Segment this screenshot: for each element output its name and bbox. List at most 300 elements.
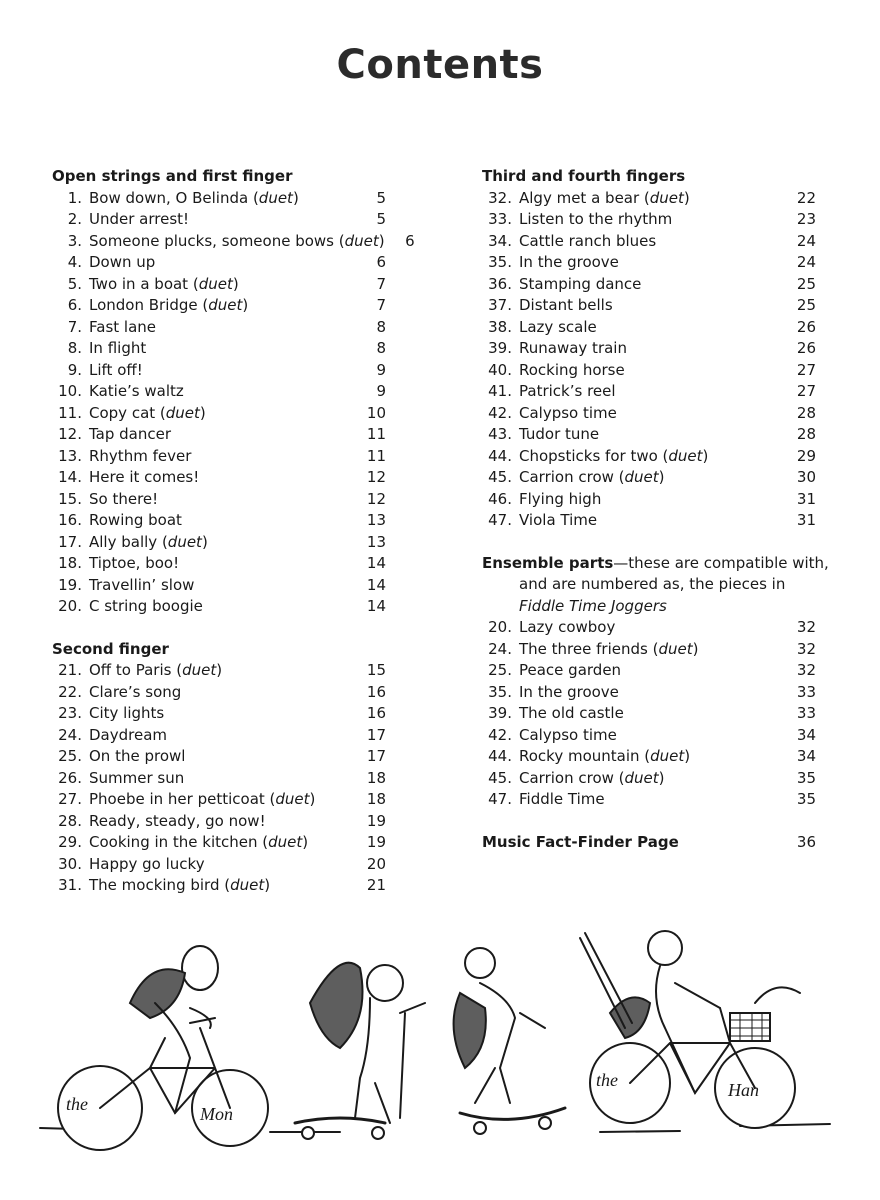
entry-title-text: Phoebe in her petticoat (89, 790, 265, 808)
toc-entry (482, 360, 816, 382)
entry-title (512, 209, 786, 231)
toc-entry (482, 768, 816, 790)
section-heading: Open strings and first finger (52, 167, 293, 185)
entry-title-text: In the groove (519, 253, 619, 271)
entry-number: 6. (67, 296, 82, 314)
entry-page: 17 (366, 725, 386, 744)
toc-entry (482, 381, 816, 403)
toc-entry (52, 553, 386, 575)
entry-number: 15. (58, 489, 82, 508)
entry-page: 6 (376, 253, 386, 271)
entry-title-text: Listen to the rhythm (519, 210, 673, 228)
entry-title (82, 703, 356, 725)
toc-entry (52, 854, 386, 876)
entry-number: 45. (488, 768, 512, 787)
entry-page: 28 (796, 403, 816, 422)
entry-page: 18 (366, 768, 386, 787)
entry-title (82, 467, 356, 489)
entry-page: 24 (796, 253, 816, 271)
entry-number: 39. (488, 339, 512, 357)
entry-title (512, 424, 786, 446)
entry-title-text: Someone plucks, someone bows (89, 231, 334, 250)
entry-number: 40. (488, 360, 512, 379)
entry-note: duet (275, 790, 310, 808)
entry-page: 14 (366, 597, 386, 615)
toc-entry (482, 424, 816, 446)
entry-page: 24 (796, 231, 816, 250)
toc-entry (52, 489, 386, 511)
entry-page: 5 (376, 188, 386, 207)
toc-entry (482, 682, 816, 704)
entry-title: The mocking bird (duet) (89, 876, 271, 894)
entry-number: 23. (58, 704, 82, 722)
entry-title-text: Lazy cowboy (519, 618, 616, 636)
section-open-strings (52, 166, 415, 618)
entry-title: Cooking in the kitchen (duet) (89, 833, 309, 851)
entry-title-text: Calypso time (519, 725, 617, 744)
entry-title (82, 381, 356, 403)
entry-number: 4. (67, 253, 82, 271)
entry-page: 16 (366, 682, 386, 701)
entry-page: 13 (366, 511, 386, 529)
entry-page: 28 (796, 425, 816, 443)
entry-title-text: In flight (89, 339, 147, 357)
entry-title: Phoebe in her petticoat (duet) (89, 790, 316, 808)
entry-number: 14. (58, 468, 82, 486)
toc-entry (52, 252, 386, 274)
fact-finder-page: 36 (796, 832, 816, 851)
entry-title-text: Two in a boat (89, 274, 189, 293)
entry-title-text: The three friends (519, 639, 648, 658)
entry-page: 31 (796, 489, 816, 508)
toc-entry (52, 532, 386, 554)
entry-page: 32 (796, 661, 816, 679)
toc-list (482, 617, 816, 811)
entry-number: 27. (58, 790, 82, 808)
toc-list (52, 188, 415, 618)
entry-title-text: Summer sun (89, 768, 185, 787)
entry-number: 25. (488, 661, 512, 679)
entry-page: 19 (366, 811, 386, 830)
entry-title (512, 360, 786, 382)
wheel-doodle-text: Mon (200, 1104, 233, 1124)
entry-note: duet (182, 661, 217, 679)
entry-note: duet (208, 296, 243, 314)
entry-title (512, 660, 786, 682)
entry-title-text: Algy met a bear (519, 188, 640, 207)
entry-page: 27 (796, 360, 816, 379)
toc-entry (52, 231, 415, 253)
entry-page: 8 (376, 317, 386, 336)
entry-title (512, 617, 786, 639)
entry-title-text: Fast lane (89, 317, 157, 336)
entry-number: 8. (67, 339, 82, 357)
entry-number: 41. (488, 382, 512, 400)
entry-title (82, 746, 356, 768)
entry-title (82, 575, 356, 597)
entry-page: 32 (796, 618, 816, 636)
entry-page: 17 (366, 747, 386, 765)
section-ensemble (482, 553, 829, 811)
entry-title: Off to Paris (duet) (89, 661, 223, 679)
entry-title-text: Daydream (89, 725, 168, 744)
fact-finder-title: Music Fact-Finder Page (482, 832, 679, 851)
entry-page: 14 (366, 575, 386, 594)
entry-note: duet (649, 188, 684, 207)
toc-entry (52, 381, 386, 403)
entry-title (82, 854, 356, 876)
entry-title (82, 553, 356, 575)
entry-page: 18 (366, 790, 386, 808)
entry-title (512, 274, 786, 296)
entry-title-text: Lazy scale (519, 317, 597, 336)
entry-number: 7. (67, 317, 82, 336)
entry-page: 21 (366, 876, 386, 894)
entry-title-text: Off to Paris (89, 661, 172, 679)
entry-title-text: City lights (89, 704, 165, 722)
entry-number: 42. (488, 725, 512, 744)
toc-entry (482, 446, 816, 468)
entry-number: 10. (58, 382, 82, 400)
entry-title (82, 424, 356, 446)
entry-title (512, 338, 786, 360)
entry-title (82, 317, 356, 339)
entry-title (512, 789, 786, 811)
toc-entry (52, 660, 386, 682)
toc-entry (482, 188, 816, 210)
entry-number: 22. (58, 682, 82, 701)
entry-page: 35 (796, 768, 816, 787)
entry-page: 6 (405, 231, 415, 250)
entry-number: 19. (58, 575, 82, 594)
entry-page: 20 (366, 854, 386, 873)
entry-number: 9. (67, 360, 82, 379)
entry-page: 33 (796, 704, 816, 722)
ensemble-heading (482, 553, 829, 618)
scooter-girl-figure (295, 963, 425, 1139)
toc-entry (482, 789, 816, 811)
entry-title-text: Travellin’ slow (89, 575, 195, 594)
entry-title-text: Under arrest! (89, 210, 190, 228)
entry-title-text: Rocky mountain (519, 747, 640, 765)
entry-number: 11. (58, 403, 82, 422)
entry-page: 15 (366, 661, 386, 679)
toc-entry (482, 617, 816, 639)
toc-entry (52, 467, 386, 489)
entry-title-text: On the prowl (89, 747, 186, 765)
entry-title: Chopsticks for two (duet) (519, 446, 709, 465)
entry-number: 45. (488, 468, 512, 486)
entry-number: 44. (488, 446, 512, 465)
entry-page: 11 (366, 425, 386, 443)
entry-title-text: Copy cat (89, 403, 156, 422)
entry-number: 39. (488, 704, 512, 722)
entry-title-text: C string boogie (89, 597, 203, 615)
entry-page: 27 (796, 382, 816, 400)
entry-note: duet (650, 747, 685, 765)
entry-number: 12. (58, 425, 82, 443)
entry-number: 24. (488, 639, 512, 658)
entry-title-text: London Bridge (89, 296, 198, 314)
entry-title (512, 682, 786, 704)
wheel-doodle-text: Han (728, 1080, 759, 1100)
entry-page: 29 (796, 446, 816, 465)
entry-title-text: Ally bally (89, 532, 158, 551)
entry-number: 42. (488, 403, 512, 422)
entry-title: Two in a boat (duet) (89, 274, 239, 293)
entry-number: 47. (488, 511, 512, 529)
ensemble-book-title: Fiddle Time Joggers (519, 596, 667, 615)
entry-title (82, 489, 356, 511)
toc-entry (52, 295, 386, 317)
entry-page: 13 (366, 532, 386, 551)
entry-number: 21. (58, 661, 82, 679)
entry-page: 9 (376, 360, 386, 379)
entry-number: 33. (488, 210, 512, 228)
entry-title (512, 381, 786, 403)
entry-number: 30. (58, 854, 82, 873)
entry-page: 7 (376, 296, 386, 314)
right-column (482, 166, 829, 853)
entry-page: 9 (376, 382, 386, 400)
entry-note: duet (258, 188, 293, 207)
toc-entry (482, 295, 816, 317)
entry-number: 18. (58, 554, 82, 572)
section-heading: Second finger (52, 639, 169, 658)
entry-number: 26. (58, 768, 82, 787)
skateboard-boy-figure (454, 948, 565, 1134)
entry-page: 23 (796, 210, 816, 228)
entry-number: 25. (58, 747, 82, 765)
entry-title-text: Ready, steady, go now! (89, 811, 266, 830)
entry-number: 35. (488, 253, 512, 271)
section-heading: Third and fourth fingers (482, 167, 686, 185)
entry-page: 31 (796, 511, 816, 529)
entry-number: 28. (58, 811, 82, 830)
page-title: Contents (336, 42, 544, 88)
entry-title-text: Stamping dance (519, 274, 642, 293)
entry-title-text: Distant bells (519, 296, 613, 314)
entry-number: 1. (67, 188, 82, 207)
toc-entry (482, 467, 816, 489)
toc-entry (52, 596, 386, 618)
entry-number: 34. (488, 231, 512, 250)
entry-page: 30 (796, 468, 816, 486)
entry-page: 19 (366, 833, 386, 851)
entry-number: 44. (488, 747, 512, 765)
toc-list (52, 660, 386, 897)
toc-entry (482, 660, 816, 682)
entry-title-text: Bow down, O Belinda (89, 188, 249, 207)
entry-title (82, 338, 356, 360)
entry-number: 16. (58, 511, 82, 529)
entry-page: 12 (366, 489, 386, 508)
entry-title-text: Tiptoe, boo! (89, 554, 180, 572)
entry-title-text: Viola Time (519, 511, 598, 529)
entry-title (512, 317, 786, 339)
entry-note: duet (230, 876, 265, 894)
toc-entry (52, 274, 386, 296)
entry-page: 12 (366, 468, 386, 486)
entry-page: 35 (796, 790, 816, 808)
entry-note: duet (624, 468, 659, 486)
entry-note: duet (165, 403, 200, 422)
toc-list (482, 188, 816, 532)
entry-title-text: Carrion crow (519, 468, 614, 486)
entry-page: 34 (796, 725, 816, 744)
entry-note: duet (624, 768, 659, 787)
entry-title: London Bridge (duet) (89, 296, 249, 314)
entry-title-text: In the groove (519, 682, 619, 701)
entry-title (82, 510, 356, 532)
section-second-finger (52, 639, 386, 897)
entry-page: 5 (376, 210, 386, 228)
toc-entry (52, 832, 386, 854)
toc-entry (52, 209, 386, 231)
entry-title-text: The mocking bird (89, 876, 220, 894)
entry-note: duet (268, 833, 303, 851)
entry-number: 24. (58, 725, 82, 744)
toc-entry (52, 360, 386, 382)
entry-title: Algy met a bear (duet) (519, 188, 690, 207)
toc-entry (52, 746, 386, 768)
toc-entry (52, 446, 386, 468)
entry-page: 8 (376, 339, 386, 357)
entry-title-text: Lift off! (89, 360, 143, 379)
entry-title-text: Calypso time (519, 403, 617, 422)
toc-entry (482, 231, 816, 253)
toc-entry (52, 317, 386, 339)
entry-number: 2. (67, 210, 82, 228)
entry-title-text: Tudor tune (519, 425, 600, 443)
toc-entry (52, 789, 386, 811)
entry-title (512, 252, 786, 274)
toc-entry (52, 188, 386, 210)
ensemble-heading-bold: Ensemble parts (482, 553, 614, 572)
toc-entry (482, 209, 816, 231)
entry-title-text: So there! (89, 489, 159, 508)
entry-title (82, 360, 356, 382)
entry-title-text: Cooking in the kitchen (89, 833, 258, 851)
entry-title-text: Rhythm fever (89, 446, 192, 465)
entry-number: 32. (488, 188, 512, 207)
entry-title (82, 209, 356, 231)
toc-entry (52, 424, 386, 446)
toc-entry (52, 768, 386, 790)
cartoon-illustration (40, 918, 840, 1188)
entry-page: 10 (366, 403, 386, 422)
entry-number: 3. (67, 231, 82, 250)
entry-title (82, 725, 356, 747)
entry-title (512, 510, 786, 532)
entry-page: 7 (376, 274, 386, 293)
entry-title-text: Cattle ranch blues (519, 231, 657, 250)
entry-title-text: Here it comes! (89, 468, 200, 486)
ensemble-heading-line2: and are numbered as, the pieces in (519, 575, 786, 593)
left-column (52, 166, 415, 918)
entry-title-text: Down up (89, 253, 156, 271)
entry-title (82, 682, 356, 704)
entry-title (512, 231, 786, 253)
entry-title (512, 403, 786, 425)
toc-entry (52, 575, 386, 597)
entry-page: 25 (796, 296, 816, 314)
entry-number: 38. (488, 317, 512, 336)
wheel-doodle-text: the (66, 1094, 88, 1114)
toc-entry (482, 403, 816, 425)
ground-line (40, 1124, 830, 1132)
toc-entry (52, 811, 386, 833)
entry-page: 16 (366, 704, 386, 722)
toc-entry (52, 682, 386, 704)
entry-title (82, 768, 356, 790)
toc-entry (482, 252, 816, 274)
entry-page: 34 (796, 747, 816, 765)
toc-entry (482, 317, 816, 339)
toc-entry (52, 338, 386, 360)
toc-entry (52, 703, 386, 725)
entry-number: 43. (488, 425, 512, 443)
entry-number: 20. (488, 618, 512, 636)
entry-title (512, 725, 786, 747)
toc-entry (52, 510, 386, 532)
entry-number: 17. (58, 532, 82, 551)
entry-title (512, 295, 786, 317)
toc-entry (482, 703, 816, 725)
entry-title (82, 811, 356, 833)
entry-note: duet (668, 446, 703, 465)
entry-title (82, 446, 356, 468)
entry-page: 33 (796, 682, 816, 701)
toc-entry (52, 403, 386, 425)
entry-page: 26 (796, 317, 816, 336)
entry-note: duet (167, 532, 202, 551)
entry-title: Bow down, O Belinda (duet) (89, 188, 299, 207)
entry-title-text: Tap dancer (89, 425, 172, 443)
entry-page: 25 (796, 274, 816, 293)
entry-title (82, 252, 356, 274)
entry-number: 35. (488, 682, 512, 701)
toc-entry (482, 338, 816, 360)
entry-title (512, 703, 786, 725)
entry-number: 46. (488, 489, 512, 508)
entry-title-text: Fiddle Time (519, 790, 605, 808)
entry-note: duet (344, 231, 379, 250)
bicycle-left (58, 1018, 268, 1150)
toc-entry (52, 725, 386, 747)
entry-page: 32 (796, 639, 816, 658)
entry-title: Carrion crow (duet) (519, 468, 665, 486)
wheel-doodle-text: the (596, 1070, 618, 1090)
entry-number: 47. (488, 790, 512, 808)
toc-entry (482, 746, 816, 768)
entry-number: 13. (58, 446, 82, 465)
entry-title-text: Runaway train (519, 339, 627, 357)
toc-entry (52, 875, 386, 897)
entry-title-text: Carrion crow (519, 768, 614, 787)
entry-title-text: Flying high (519, 489, 602, 508)
entry-number: 5. (67, 274, 82, 293)
entry-title: Someone plucks, someone bows (duet) (89, 231, 385, 250)
entry-page: 14 (366, 554, 386, 572)
entry-title: Ally bally (duet) (89, 532, 208, 551)
toc-entry (482, 725, 816, 747)
entry-page: 22 (796, 188, 816, 207)
entry-number: 31. (58, 876, 82, 894)
entry-title-text: Rocking horse (519, 360, 625, 379)
entry-title: Rocky mountain (duet) (519, 747, 691, 765)
entry-title-text: Happy go lucky (89, 854, 205, 873)
